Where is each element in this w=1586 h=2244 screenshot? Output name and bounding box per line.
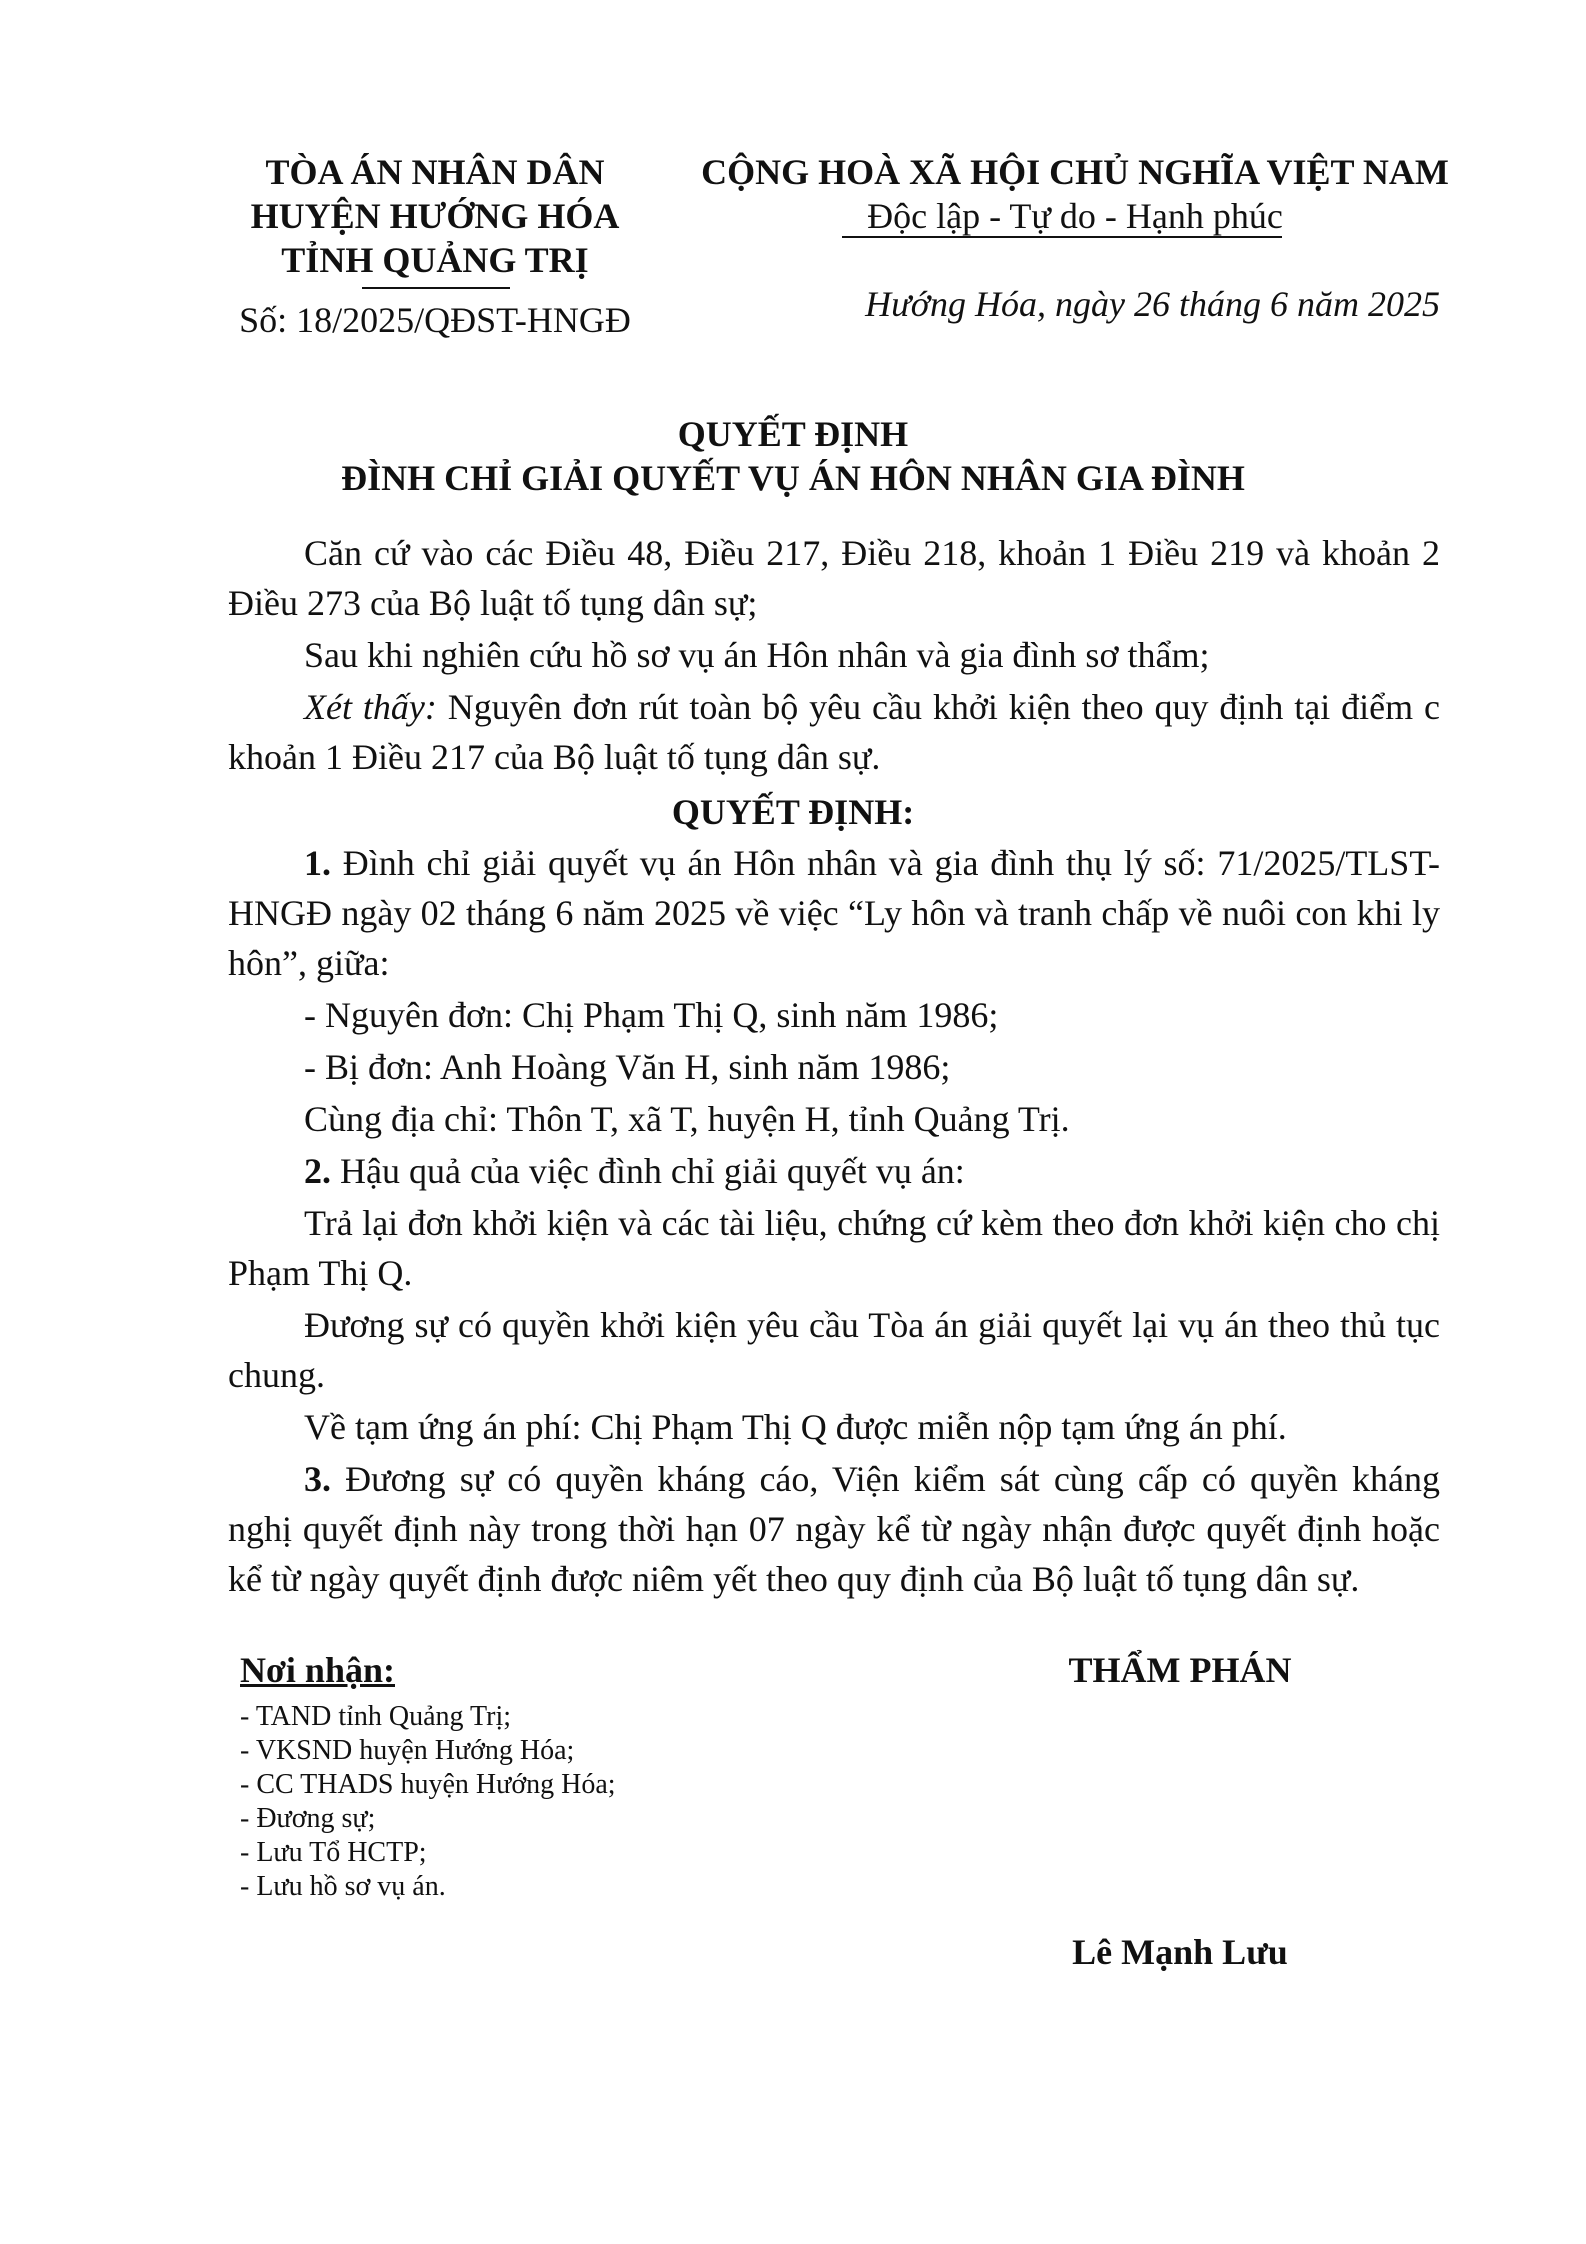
recipient-item: - TAND tỉnh Quảng Trị;	[240, 1701, 512, 1732]
recipients-label: Nơi nhận:	[240, 1650, 395, 1690]
court-header	[200, 150, 670, 282]
recipient-item: - Lưu hồ sơ vụ án.	[240, 1871, 446, 1902]
court-name: TÒA ÁN NHÂN DÂN	[265, 152, 605, 192]
item-2-number: 2.	[304, 1151, 331, 1191]
decision-item-2	[304, 1146, 1440, 1196]
recipient-item: - VKSND huyện Hướng Hóa;	[240, 1735, 575, 1766]
decision-item-3	[228, 1454, 1440, 1604]
item-3-text: Đương sự có quyền kháng cáo, Viện kiểm sát cùng cấp có quyền kháng nghị quyết định này trong thời hạn 07 ngày kể từ ngày nhận được quyết định hoặc kể từ ngày quyết định được niêm yết theo quy định của Bộ luật tố tụng dân sự.	[228, 1459, 1440, 1599]
recipient-item: - CC THADS huyện Hướng Hóa;	[240, 1769, 616, 1800]
court-fee-paragraph: Về tạm ứng án phí: Chị Phạm Thị Q được miễn nộp tạm ứng án phí.	[304, 1407, 1287, 1447]
motto-rule	[842, 236, 1282, 238]
recipient-item: - Đương sự;	[240, 1803, 376, 1834]
title-decision: QUYẾT ĐỊNH	[677, 414, 909, 454]
nation-header	[690, 150, 1460, 238]
right-to-resue-paragraph: Đương sự có quyền khởi kiện yêu cầu Tòa án giải quyết lại vụ án theo thủ tục chung.	[228, 1305, 1440, 1395]
place-date: Hướng Hóa, ngày 26 tháng 6 năm 2025	[865, 284, 1440, 324]
legal-basis-paragraph: Căn cứ vào các Điều 48, Điều 217, Điều 218, khoản 1 Điều 219 và khoản 2 Điều 273 của Bộ luật tố tụng dân sự;	[228, 533, 1440, 623]
study-paragraph: Sau khi nghiên cứu hồ sơ vụ án Hôn nhân và gia đình sơ thẩm;	[304, 635, 1210, 675]
recipients-list	[240, 1700, 800, 1904]
nation-name: CỘNG HOÀ XÃ HỘI CHỦ NGHĨA VIỆT NAM	[701, 152, 1449, 192]
address-line: Cùng địa chỉ: Thôn T, xã T, huyện H, tỉnh Quảng Trị.	[304, 1099, 1070, 1139]
item-1-text: Đình chỉ giải quyết vụ án Hôn nhân và gia đình thụ lý số: 71/2025/TLST- HNGĐ ngày 02 tháng 6 năm 2025 về việc “Ly hôn và tranh chấp về nuôi con khi ly hôn”, giữa:	[228, 843, 1440, 983]
court-district: HUYỆN HƯỚNG HÓA	[250, 196, 620, 236]
plaintiff-line: - Nguyên đơn: Chị Phạm Thị Q, sinh năm 1986;	[304, 995, 999, 1035]
consideration-text: Nguyên đơn rút toàn bộ yêu cầu khởi kiện theo quy định tại điểm c khoản 1 Điều 217 của Bộ luật tố tụng dân sự.	[228, 687, 1440, 777]
consideration-paragraph	[228, 682, 1440, 782]
document-number: Số: 18/2025/QĐST-HNGĐ	[239, 300, 631, 340]
decision-heading: QUYẾT ĐỊNH:	[671, 792, 915, 832]
return-documents-paragraph: Trả lại đơn khởi kiện và các tài liệu, chứng cứ kèm theo đơn khởi kiện cho chị Phạm Thị Q.	[228, 1203, 1440, 1293]
court-province: TỈNH QUẢNG TRỊ	[281, 240, 589, 280]
document-title	[180, 412, 1406, 500]
court-header-rule	[362, 287, 510, 289]
signer-title: THẨM PHÁN	[1068, 1650, 1292, 1690]
national-motto: Độc lập - Tự do - Hạnh phúc	[867, 196, 1283, 236]
decision-item-1	[228, 838, 1440, 988]
consideration-label: Xét thấy:	[304, 687, 437, 727]
recipient-item: - Lưu Tổ HCTP;	[240, 1837, 427, 1868]
title-subject: ĐÌNH CHỈ GIẢI QUYẾT VỤ ÁN HÔN NHÂN GIA ĐÌNH	[341, 458, 1245, 498]
signer-name: Lê Mạnh Lưu	[1072, 1932, 1288, 1972]
item-1-number: 1.	[304, 843, 331, 883]
item-2-text: Hậu quả của việc đình chỉ giải quyết vụ án:	[331, 1151, 965, 1191]
defendant-line: - Bị đơn: Anh Hoàng Văn H, sinh năm 1986;	[304, 1047, 951, 1087]
item-3-number: 3.	[304, 1459, 331, 1499]
